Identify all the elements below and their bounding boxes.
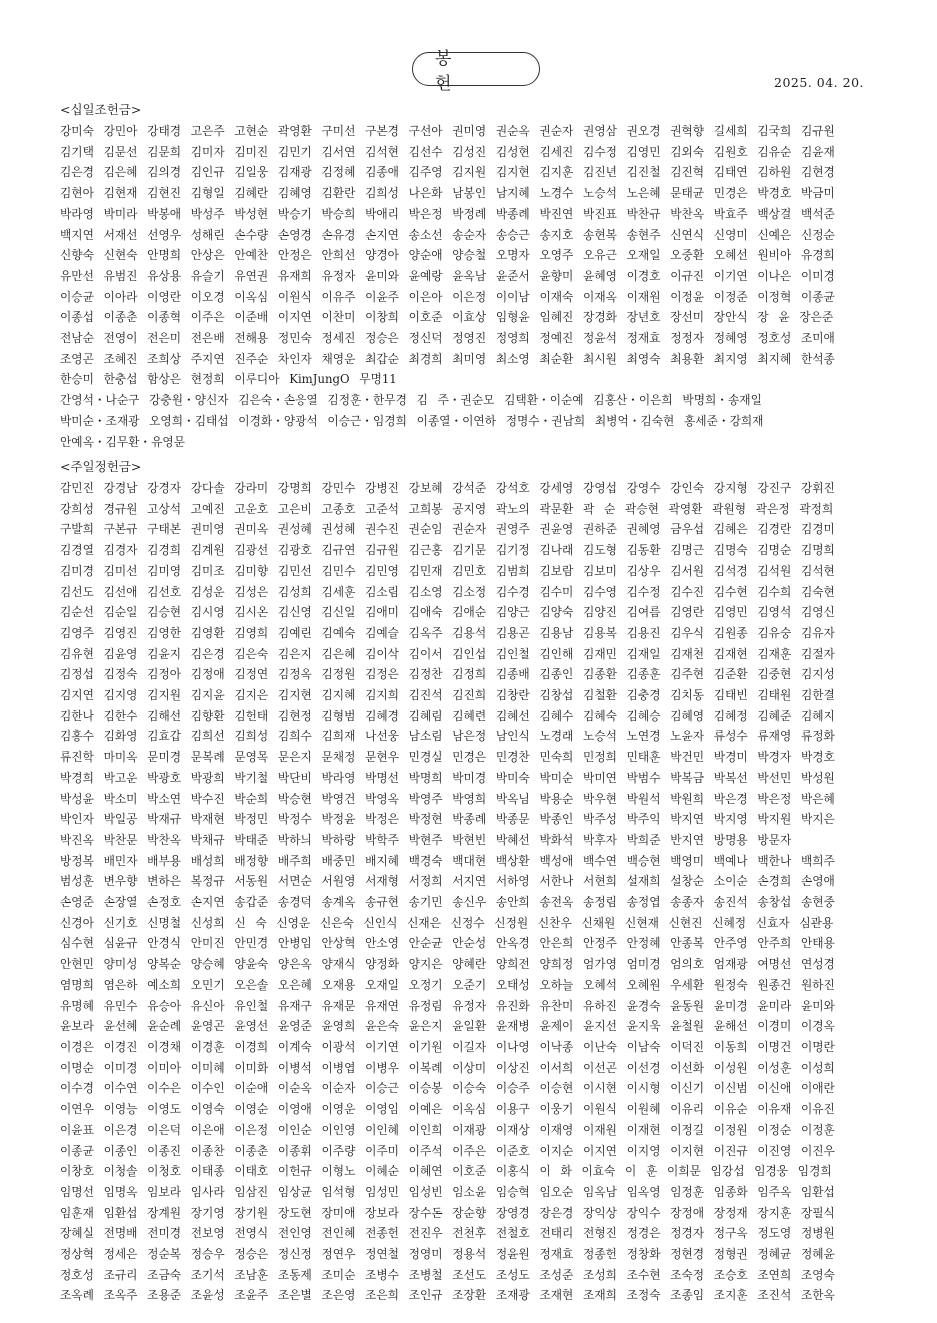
name-line: 김기택 김문선 김문희 김미자 김미진 김민기 김서연 김석현 김선수 김성진 김성현 김세진 김수정 김영민 김외숙 김원호 김유순 김윤재 bbox=[60, 144, 835, 159]
name-line: 강미숙 강민아 강태경 고은주 고현순 곽영환 구미선 구본경 구선아 권미영 권순옥 권순자 권영삼 권오경 권혁향 길세희 김국희 김규원 bbox=[60, 124, 835, 138]
name-line: 구발희 구본규 구태본 권미영 권미옥 권성혜 권성혜 권수진 권순임 권순자 권영주 권윤영 권하준 권혜영 금우섭 김혜은 김경란 김경미 bbox=[60, 522, 835, 537]
tithe-section bbox=[60, 100, 890, 452]
name-line: 염명희 염은하 예소희 오민기 오은솔 오은혜 오재용 오재일 오정기 오준기 오태성 오하늘 오혜석 오혜원 우세환 원정숙 원종건 원하진 bbox=[60, 977, 835, 992]
name-line: 김정섭 김정숙 김정아 김정애 김정연 김정옥 김정원 김정은 김정찬 김정희 김종배 김종인 김종환 김종훈 김주현 김준환 김중현 김지성 bbox=[60, 667, 835, 682]
name-line: 손영준 손장열 손정호 손지연 송갑준 송경덕 송계옥 송규현 송기민 송신우 송안희 송전옥 송정림 송정엽 송종자 송진석 송창섭 송현중 bbox=[60, 895, 835, 910]
name-line: 감민진 강경남 강경자 강다솔 강라미 강명희 강민수 강병진 강보혜 강석준 강석호 강세영 강영섭 강영수 강인숙 강지형 강진구 강휘진 bbox=[60, 481, 835, 495]
name-line: 김한나 김한수 김해선 김향환 김헌태 김현정 김형범 김혜경 김혜림 김혜련 김혜선 김혜수 김혜숙 김혜승 김혜영 김혜정 김혜준 김혜지 bbox=[60, 708, 835, 723]
section-title: <십일조헌금> bbox=[60, 102, 142, 117]
name-line: 장혜실 전명배 전미경 전보영 전영식 전인영 전인혜 전종헌 전진우 전천후 전철호 전태리 전형진 정경은 정경자 정구옥 정도영 정병원 bbox=[60, 1226, 835, 1241]
section-title: <주일정헌금> bbox=[60, 459, 142, 474]
name-line: 박인자 박일공 박재규 박재현 박정민 박정수 박정윤 박정은 박정현 박종례 박종문 박종인 박주성 박주익 박지연 박지영 박지원 박지은 bbox=[60, 812, 835, 827]
name-line: 유명혜 유민수 유승아 유신아 유인철 유재구 유재문 유재연 유정림 유정자 유진화 유찬미 유하진 윤경숙 윤동원 윤미경 윤미라 윤미와 bbox=[60, 998, 835, 1013]
name-line: 류진학 마미옥 문미경 문복례 문영목 문은지 문채정 문현우 민경실 민경은 민경찬 민숙희 민정희 민태훈 박건민 박경미 박경자 박경호 bbox=[60, 750, 835, 765]
name-line: 박미순・조재광 오영희・김태섭 이경화・양광석 이승근・임경희 이종열・이연하 정명수・권남희 최병억・김숙현 홍세준・강희재 bbox=[60, 413, 764, 428]
name-line: 박진옥 박찬문 박찬옥 박채규 박태준 박하늬 박하랑 박학주 박현주 박현빈 박혜선 박화석 박후자 박희준 반지연 방명용 방문자 bbox=[60, 832, 792, 847]
name-line: 정호성 조규리 조금숙 조기석 조남훈 조동제 조미순 조병수 조병철 조선도 조성도 조성준 조성희 조수현 조숙정 조승호 조연희 조영숙 bbox=[60, 1267, 835, 1282]
name-line: 박성윤 박소미 박소연 박수진 박순희 박승현 박영건 박영옥 박영주 박영희 박옥님 박용순 박우현 박원석 박원희 박은경 박은정 박은혜 bbox=[60, 791, 835, 806]
name-line: 김현아 김현재 김현진 김형일 김혜란 김혜영 김환란 김희성 나은화 남봉인 남지혜 노경수 노승석 노은혜 문태균 민경은 박경호 박금미 bbox=[60, 186, 835, 201]
name-line: 정상혁 정세은 정순복 정승우 정승은 정신정 정연우 정연철 정영미 정용석 정윤원 정재효 정종헌 정창화 정현경 정형권 정혜균 정혜윤 bbox=[60, 1247, 835, 1262]
name-list bbox=[60, 478, 890, 1306]
name-list bbox=[60, 121, 890, 452]
name-line: 윤보라 윤선혜 윤순례 윤영곤 윤영선 윤영준 윤영희 윤은숙 윤은지 윤일환 윤재병 윤제이 윤지선 윤지욱 윤철원 윤해선 이경미 이경옥 bbox=[60, 1019, 835, 1034]
name-line: 김영주 김영진 김영한 김영환 김영희 김예린 김예숙 김예슬 김옥주 김용석 김용곤 김용남 김용복 김용진 김우식 김원종 김유숭 김유자 bbox=[60, 625, 835, 640]
name-line: 심수현 심윤규 안경식 안미진 안민경 안병임 안상혁 안소영 안순균 안순성 안옥경 안은희 안정주 안정혜 안종복 안주영 안주희 안태용 bbox=[60, 936, 835, 951]
name-line: 이연우 이영능 이영도 이영숙 이영순 이영애 이영운 이영임 이예은 이옥심 이용구 이웅기 이원식 이원혜 이유리 이유순 이유재 이유진 bbox=[60, 1102, 835, 1117]
name-line: 한승미 한충섭 함상은 현정희 이루디아 KimJungO 무명11 bbox=[60, 372, 397, 387]
name-line: 김유현 김윤영 김윤지 김은경 김은숙 김은지 김은혜 김이삭 김이서 김인섭 김인철 김인해 김재민 김재일 김재천 김재현 김재훈 김절자 bbox=[60, 646, 835, 661]
name-line: 김은경 김은혜 김의경 김인규 김일웅 김재광 김정혜 김종애 김주영 김지원 김지현 김지훈 김진년 김진철 김진혁 김태연 김하원 김현경 bbox=[60, 165, 835, 180]
date: 2025. 04. 20. bbox=[774, 75, 864, 90]
name-line: 이종섭 이종춘 이종혁 이주은 이준배 이지연 이찬미 이창희 이호준 이효상 임형윤 임혜진 장경화 장년호 장선미 장안식 장 윤 장은준 bbox=[60, 310, 834, 325]
name-line: 방정복 배민자 배부용 배성희 배정향 배주희 배중민 배지혜 백경숙 백대현 백상환 백성애 백수연 백승현 백영미 백예나 백한나 백희주 bbox=[60, 853, 835, 868]
name-line: 간영석・나순구 강충원・양신자 김은숙・손응열 김정훈・한무경 김 주・권순모 김택환・이순예 김홍산・이은희 박명희・송재일 bbox=[60, 393, 762, 408]
name-line: 임명선 임명옥 임보라 임사라 임삼진 임상균 임석형 임성민 임성빈 임소윤 임승혁 임오순 임옥남 임옥영 임정훈 임종화 임주옥 임환섭 bbox=[60, 1184, 835, 1199]
name-line: 유만선 유범진 유상용 유슬기 유연권 유재희 유정자 윤미와 윤예랑 윤옥남 윤준서 윤향미 윤혜영 이경호 이규진 이기연 이나은 이미경 bbox=[60, 268, 835, 283]
name-line: 김순선 김순일 김승현 김시영 김시온 김신영 김신일 김애미 김애숙 김애순 김양근 김양숙 김양진 김여름 김영란 김영민 김영석 김영신 bbox=[60, 605, 835, 620]
name-line: 이경은 이경진 이경채 이경훈 이경희 이계숙 이광석 이기연 이기원 이길자 이나영 이낙종 이난숙 이남숙 이덕진 이동희 이명건 이명란 bbox=[60, 1039, 835, 1054]
name-line: 김미경 김미선 김미영 김미조 김미향 김민선 김민수 김민영 김민재 김민호 김범희 김보람 김보미 김상우 김서원 김석경 김석원 김석현 bbox=[60, 563, 835, 578]
name-line: 이종균 이종인 이종진 이종찬 이종춘 이종휘 이주량 이주미 이주석 이주은 이준호 이지순 이지연 이지영 이지현 이진규 이진영 이진우 bbox=[60, 1143, 835, 1158]
name-line: 조영곤 조혜진 조희상 주지연 진주순 차인자 채영운 최갑순 최경희 최미영 최소영 최순환 최시원 최영숙 최용환 최지영 최지혜 한석종 bbox=[60, 351, 835, 366]
page-title bbox=[412, 49, 540, 94]
name-line: 강희성 경규원 고상석 고예진 고운호 고은비 고종호 고준석 고희봉 공지영 곽노의 곽문환 곽 순 곽승현 곽영환 곽원형 곽은정 곽정희 bbox=[60, 501, 834, 516]
page-title-text: 봉 헌 bbox=[435, 49, 474, 94]
name-line: 범성훈 변우향 변하은 복정규 서동원 서면순 서원영 서재형 서정희 서지연 서하영 서한나 서현희 설재희 설창순 소이순 손경희 손영애 bbox=[60, 874, 835, 889]
name-line: 신향숙 신현숙 안명희 안상은 안예찬 안정은 안희선 양경아 양순애 양승철 오명자 오영주 오유근 오재일 오중환 오혜선 원비아 유경희 bbox=[60, 248, 835, 263]
name-line: 이수경 이수연 이수은 이수인 이순애 이순옥 이순자 이승근 이승봉 이승숙 이승주 이승현 이시현 이시형 이신기 이신범 이신애 이애란 bbox=[60, 1081, 835, 1096]
name-line: 김지연 김지영 김지원 김지윤 김지은 김지현 김지혜 김지희 김진석 김진희 김창란 김창섭 김철환 김충경 김치동 김태빈 김태원 김한결 bbox=[60, 688, 835, 703]
name-line: 이윤표 이은경 이은덕 이은애 이은정 이인순 이인영 이인혜 이인희 이재광 이재상 이재영 이재원 이재현 이정길 이정원 이정순 이정훈 bbox=[60, 1122, 835, 1137]
name-line: 신경아 신기호 신명철 신성희 신 숙 신영운 신은숙 신인식 신재은 신정수 신정원 신찬우 신채원 신현재 신현진 신혜정 신효자 심관용 bbox=[60, 915, 834, 930]
sunday-offering-section bbox=[60, 457, 890, 1306]
name-line: 이승균 이아라 이영란 이오경 이옥심 이원식 이유주 이윤주 이은아 이은정 이이남 이재숙 이재옥 이재원 이정윤 이정준 이정혁 이종균 bbox=[60, 289, 835, 304]
name-line: 조옥례 조옥주 조용준 조윤성 조윤주 조은별 조은영 조은희 조인규 조장환 조재광 조재현 조재희 조정숙 조종임 조지훈 조진석 조한옥 bbox=[60, 1288, 835, 1303]
name-line: 이창호 이청솔 이청호 이태종 이태호 이헌규 이형노 이혜순 이혜연 이호준 이홍식 이 화 이효숙 이 훈 이희문 임강섭 임경웅 임경희 bbox=[60, 1164, 832, 1179]
name-line: 김경열 김경자 김경희 김계원 김광선 김광호 김규연 김규원 김근홍 김기문 김기정 김나래 김도형 김동환 김명근 김명숙 김명순 김명희 bbox=[60, 543, 835, 558]
name-line: 백지연 서재선 선영우 성해린 손수량 손영경 손유경 손지연 송소선 송순자 송승근 송지호 송현복 송현주 신연식 신영미 신예은 신정순 bbox=[60, 227, 835, 242]
name-line: 안현민 양미성 양복순 양승혜 양윤숙 양은옥 양재식 양정화 양지은 양혜란 양희전 양희정 엄가영 엄미경 엄의호 엄재광 여명선 연성경 bbox=[60, 957, 835, 972]
name-line: 이명순 이미경 이미아 이미혜 이미화 이병석 이병엽 이병우 이복례 이상미 이상진 이서희 이선곤 이선경 이선화 이성원 이성훈 이성희 bbox=[60, 1060, 835, 1075]
name-line: 박라영 박미라 박봉애 박성주 박성현 박승기 박승희 박애리 박은정 박정례 박종례 박진연 박진표 박찬규 박찬옥 박효주 백상걸 백석준 bbox=[60, 206, 835, 221]
name-line: 박경희 박고운 박광호 박광희 박기철 박단비 박라영 박명선 박명희 박미경 박미숙 박미순 박미연 박범수 박복금 박복선 박선민 박성원 bbox=[60, 770, 835, 785]
name-line: 전남순 전영이 전은미 전은배 전해용 정민숙 정세진 정승은 정신덕 정영진 정영희 정예진 정윤석 정재효 정정자 정혜영 정호성 조미애 bbox=[60, 331, 835, 346]
name-line: 임훈재 임환섭 장계원 장기영 장기원 장도현 장미애 장보라 장수돈 장순향 장영경 장은경 장익상 장익수 장정애 장정재 장지훈 장필식 bbox=[60, 1205, 835, 1220]
name-line: 김선도 김선애 김선호 김성운 김성은 김성희 김세훈 김소림 김소영 김소정 김수경 김수미 김수영 김수정 김수진 김수현 김수희 김숙현 bbox=[60, 584, 835, 599]
name-line: 김홍수 김화영 김효갑 김희선 김희성 김희수 김희재 나선웅 남소림 남은정 남인식 노경래 노승석 노연경 노윤자 류성수 류재영 류정화 bbox=[60, 729, 835, 744]
name-line: 안예옥・김무환・유영문 bbox=[60, 434, 185, 449]
